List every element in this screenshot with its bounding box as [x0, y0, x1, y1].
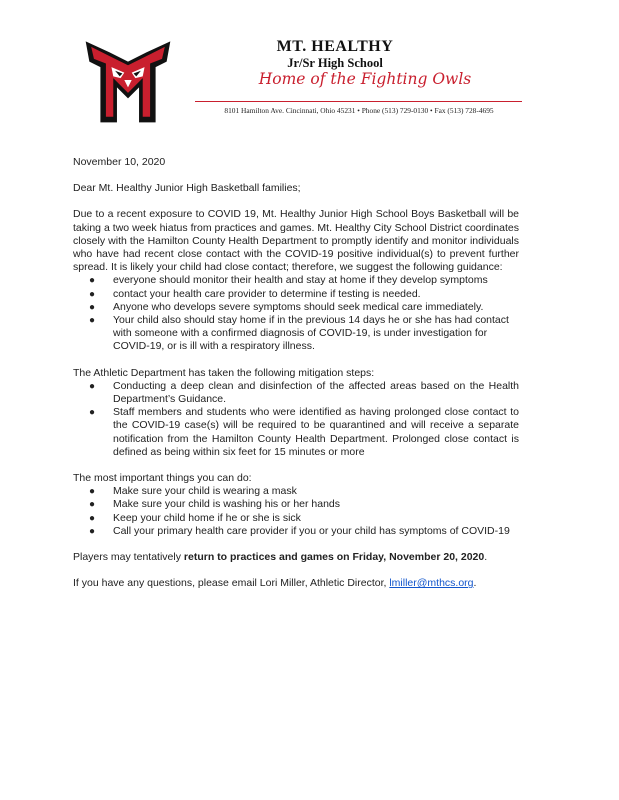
mitigation-list	[73, 380, 519, 459]
return-date-bold: return to practices and games on Friday, November 20, 2020	[183, 551, 485, 564]
letterhead	[0, 0, 619, 130]
list-item: ● Staff members and students who were identified as having prolonged close contact to the COVID-19 case(s) will be required to be quarantined and will receive a separate notification from the Hamilton County Health Department. Prolonged close contact is defined as being within six feet for 15 minutes or more	[89, 406, 519, 458]
list-item: ● Make sure your child is wearing a mask	[89, 485, 297, 498]
school-name: MT. HEALTHY	[276, 38, 394, 55]
important-list	[73, 485, 519, 538]
list-item: ● Call your primary health care provider if you or your child has symptoms of COVID-19	[89, 524, 510, 537]
email-link[interactable]: lmiller@mthcs.org	[389, 577, 474, 590]
letter-intro: Due to a recent exposure to COVID 19, Mt. Healthy Junior High School Boys Basketball will be taking a two week hiatus from practices and games. Mt. Healthy City School District coordinates closely with the Hamilton County Health Department to promptly identify and monitor individuals who have had recent close contact with the COVID-19 positive individual(s) to prevent further spread. It is likely your child had close contact; therefore, we suggest the following guidance:	[73, 208, 519, 274]
list-item: ● Anyone who develops severe symptoms should seek medical care immediately.	[89, 300, 484, 313]
owl-m-logo-icon	[82, 34, 174, 126]
questions-line: If you have any questions, please email Lori Miller, Athletic Director, lmiller@mthcs.org.	[73, 577, 477, 590]
guidance-list	[73, 274, 519, 353]
return-notice: Players may tentatively return to practices and games on Friday, November 20, 2020.	[73, 551, 488, 564]
list-item: ● Conducting a deep clean and disinfection of the affected areas based on the Health Department’s Guidance.	[89, 379, 519, 406]
list-item: ● contact your health care provider to determine if testing is needed.	[89, 287, 421, 300]
list-item: ● everyone should monitor their health and stay at home if they develop symptoms	[89, 274, 488, 287]
school-address: 8101 Hamilton Ave. Cincinnati, Ohio 45231 • Phone (513) 729-0130 • Fax (513) 728-4695	[224, 106, 494, 115]
list-item: ● Make sure your child is washing his or her hands	[89, 498, 341, 511]
mitigation-intro: The Athletic Department has taken the following mitigation steps:	[73, 366, 375, 379]
list-item: ● Your child also should stay home if in the previous 14 days he or she has had contact with someone with a confirmed diagnosis of COVID-19, is under investigation for COVID-19, or is ill with a respiratory illness.	[89, 314, 509, 353]
list-item: ● Keep your child home if he or she is sick	[89, 511, 301, 524]
letterhead-rule	[195, 101, 522, 102]
school-tagline: Home of the Fighting Owls	[258, 70, 472, 88]
letter-date: November 10, 2020	[73, 156, 166, 168]
important-intro: The most important things you can do:	[73, 472, 252, 485]
letter-body	[73, 156, 519, 590]
letter-salutation: Dear Mt. Healthy Junior High Basketball families;	[73, 182, 301, 195]
school-subtitle: Jr/Sr High School	[287, 56, 383, 70]
